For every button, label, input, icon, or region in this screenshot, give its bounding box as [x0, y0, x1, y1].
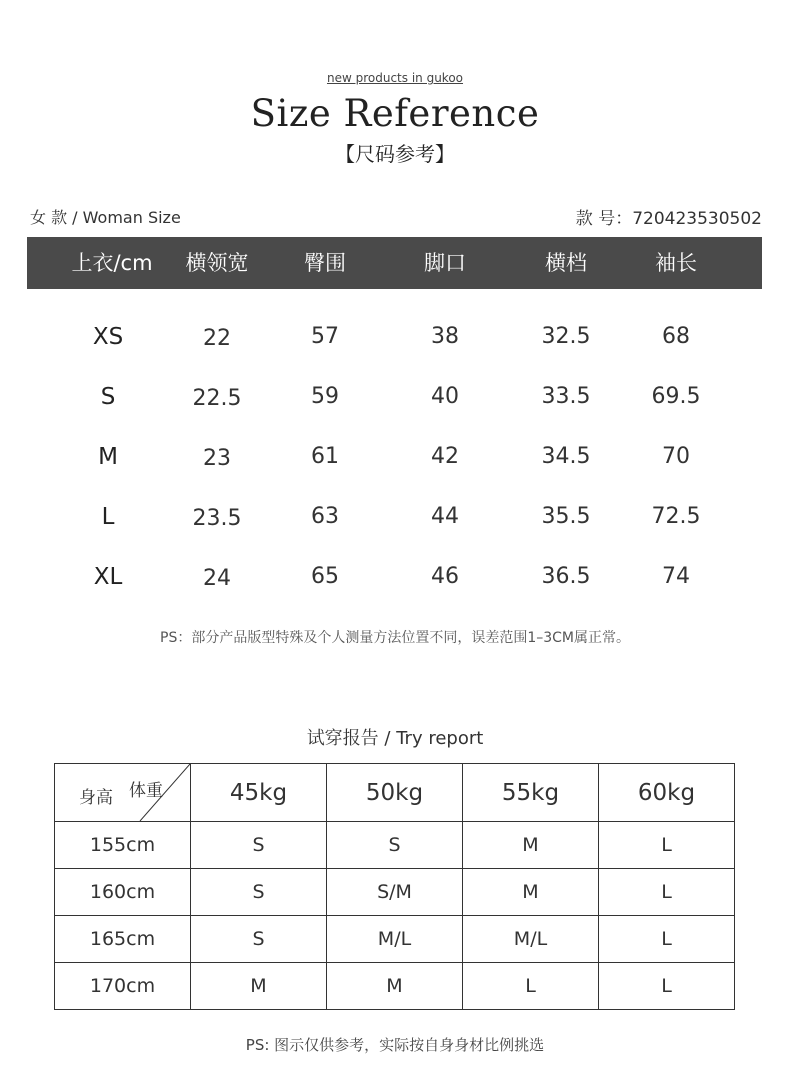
column-header-top: 上衣/cm [71, 251, 153, 275]
table-cell: S/M [327, 869, 463, 916]
table-cell: 34.5 [541, 444, 591, 469]
weight-header: 60kg [599, 764, 735, 822]
table-cell: 63 [311, 504, 339, 529]
table-header-row [55, 764, 735, 822]
brand-line: new products in gukoo [326, 71, 464, 85]
table-cell: 33.5 [541, 384, 591, 409]
style-number: 款 号：720423530502 [575, 209, 762, 229]
size-row-l [0, 504, 790, 544]
table-cell: 24 [203, 566, 231, 591]
table-cell: S [327, 822, 463, 869]
table-cell: 61 [311, 444, 339, 469]
table-row [55, 822, 735, 869]
table-row [55, 963, 735, 1010]
try-report-note: PS: 图示仅供参考，实际按自身身材比例挑选 [245, 1036, 545, 1054]
size-row-m [0, 444, 790, 484]
table-cell: 74 [662, 564, 690, 589]
page-title: Size Reference [250, 92, 540, 135]
size-row-xl [0, 564, 790, 604]
table-cell: M [463, 822, 599, 869]
column-header-hem: 脚口 [424, 251, 466, 275]
size-label: M [98, 444, 118, 470]
table-cell: S [191, 916, 327, 963]
page-subtitle: 【尺码参考】 [335, 142, 455, 166]
table-cell: 69.5 [651, 384, 701, 409]
size-label: S [100, 384, 116, 410]
column-header-crotch: 横档 [545, 251, 587, 275]
table-row [55, 869, 735, 916]
column-header-hip: 臀围 [304, 251, 346, 275]
table-cell: M [463, 869, 599, 916]
table-cell: L [599, 822, 735, 869]
table-cell: 57 [311, 324, 339, 349]
table-cell: S [191, 869, 327, 916]
size-label: XL [93, 564, 123, 590]
corner-weight-label: 体重 [129, 781, 163, 801]
column-header-collar-width: 横领宽 [185, 251, 249, 275]
table-cell: L [599, 963, 735, 1010]
height-cell: 165cm [55, 916, 191, 963]
table-cell: S [191, 822, 327, 869]
table-cell: L [599, 916, 735, 963]
size-row-xs [0, 324, 790, 364]
weight-header: 55kg [463, 764, 599, 822]
table-cell: L [463, 963, 599, 1010]
size-row-s [0, 384, 790, 424]
weight-header: 50kg [327, 764, 463, 822]
table-cell: M [191, 963, 327, 1010]
table-cell: 68 [662, 324, 690, 349]
table-cell: 44 [431, 504, 459, 529]
height-cell: 170cm [55, 963, 191, 1010]
table-cell: 23 [203, 446, 231, 471]
size-label: XS [92, 324, 124, 350]
diagonal-divider [55, 764, 190, 821]
table-cell: 40 [431, 384, 459, 409]
corner-cell [55, 764, 191, 822]
table-cell: M/L [463, 916, 599, 963]
table-cell: 22.5 [192, 386, 242, 411]
table-cell: 65 [311, 564, 339, 589]
table-cell: 32.5 [541, 324, 591, 349]
height-cell: 155cm [55, 822, 191, 869]
column-header-sleeve-length: 袖长 [655, 251, 697, 275]
table-cell: 42 [431, 444, 459, 469]
table-cell: L [599, 869, 735, 916]
size-label: L [101, 504, 115, 530]
size-table-note: PS：部分产品版型特殊及个人测量方法位置不同，误差范围1–3CM属正常。 [160, 630, 630, 646]
height-cell: 160cm [55, 869, 191, 916]
table-cell: 35.5 [541, 504, 591, 529]
try-report-title: 试穿报告 / Try report [306, 728, 484, 749]
table-cell: 22 [203, 326, 231, 351]
size-table-header [27, 237, 762, 289]
table-cell: 72.5 [651, 504, 701, 529]
table-row [55, 916, 735, 963]
size-category-label: 女 款 / Woman Size [30, 208, 181, 227]
table-cell: 59 [311, 384, 339, 409]
table-cell: 38 [431, 324, 459, 349]
table-cell: M [327, 963, 463, 1010]
table-cell: 23.5 [192, 506, 242, 531]
corner-height-label: 身高 [79, 788, 113, 808]
try-report-table [54, 763, 735, 1010]
table-cell: 70 [662, 444, 690, 469]
weight-header: 45kg [191, 764, 327, 822]
table-cell: 36.5 [541, 564, 591, 589]
table-cell: 46 [431, 564, 459, 589]
table-cell: M/L [327, 916, 463, 963]
